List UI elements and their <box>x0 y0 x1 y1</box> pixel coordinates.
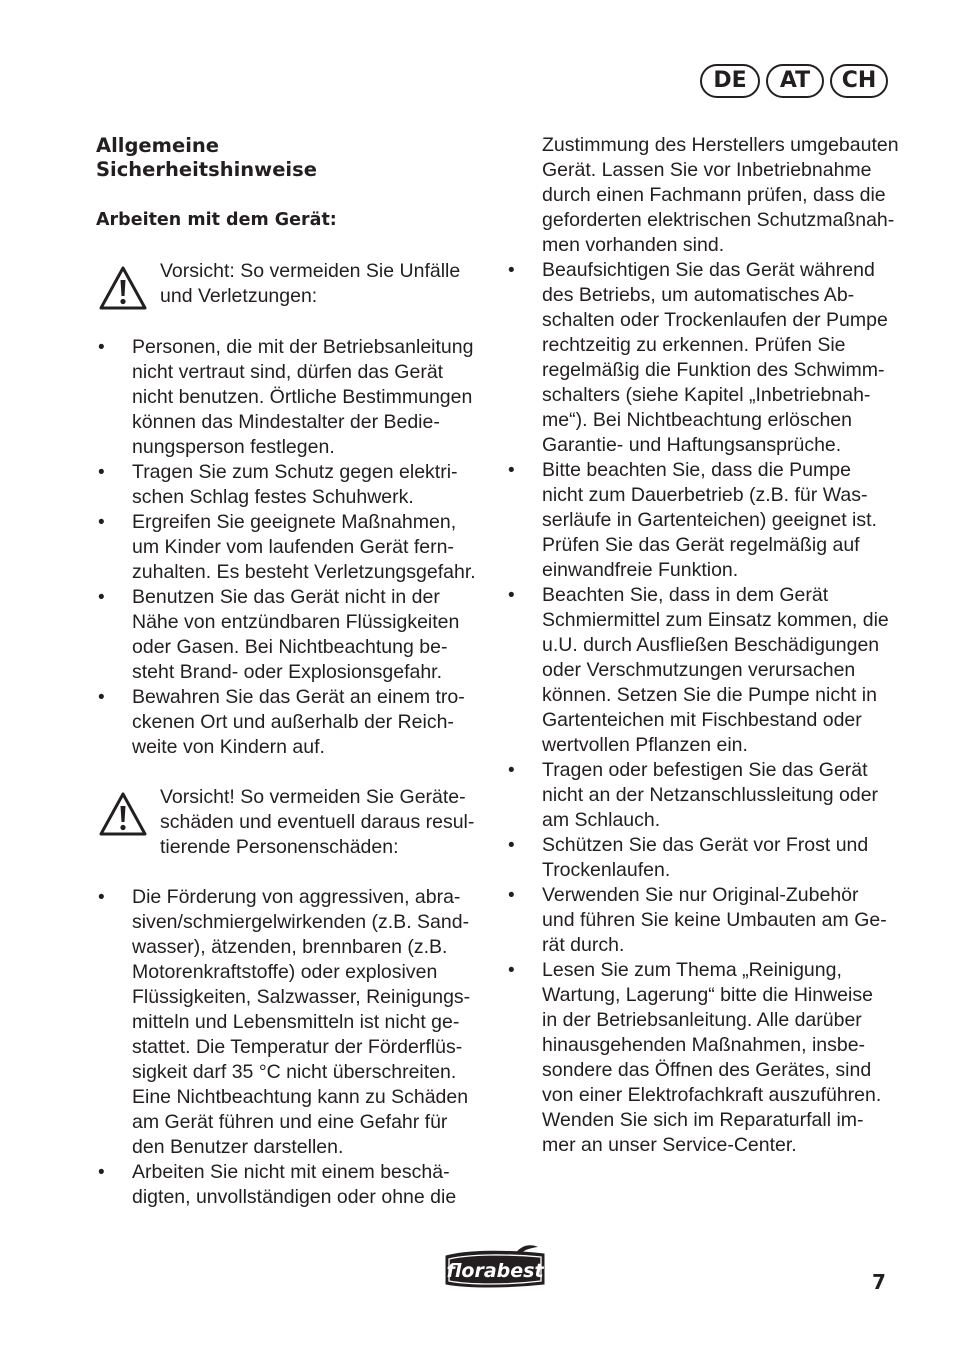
continued-paragraph-line: men vorhanden sind. <box>542 234 725 256</box>
list-item-line: Beachten Sie, dass in dem Gerät <box>542 584 829 606</box>
section-title-line-2: Sicherheitshinweise <box>96 158 317 181</box>
list-item-line: Schmiermittel zum Einsatz kommen, die <box>542 609 889 631</box>
list-item-line: zuhalten. Es besteht Verletzungsgefahr. <box>132 561 476 583</box>
warning-icon <box>98 791 148 837</box>
list-item-line: des Betriebs, um automatisches Ab- <box>542 284 855 306</box>
list-item-line: Verwenden Sie nur Original-Zubehör <box>542 884 859 906</box>
list-item-line: wasser), ätzenden, brennbaren (z.B. <box>132 936 448 958</box>
country-tag-ch: CH <box>830 64 888 98</box>
list-item-line: einwandfreie Funktion. <box>542 559 739 581</box>
list-item-line: steht Brand- oder Explosionsgefahr. <box>132 661 443 683</box>
list-item-line: können das Mindestalter der Bedie- <box>132 411 440 433</box>
country-tag-at: AT <box>766 64 824 98</box>
list-item-line: Wenden Sie sich im Reparaturfall im- <box>542 1109 864 1131</box>
list-item-line: mer an unser Service-Center. <box>542 1134 797 1156</box>
continued-paragraph-line: Gerät. Lassen Sie vor Inbetriebnahme <box>542 159 872 181</box>
warning-text-2 <box>160 785 490 860</box>
list-item-line: me“). Bei Nichtbeachtung erlöschen <box>542 409 852 431</box>
list-item-line: am Schlauch. <box>542 809 661 831</box>
section-title-line-1: Allgemeine <box>96 134 219 157</box>
list-item-line: mitteln und Lebensmitteln ist nicht ge- <box>132 1011 460 1033</box>
list-item-line: von einer Elektrofachkraft auszuführen. <box>542 1084 882 1106</box>
section-title <box>96 134 486 182</box>
list-item-line: hinausgehenden Maßnahmen, insbe- <box>542 1034 866 1056</box>
list-item <box>506 758 906 833</box>
list-item-line: sigkeit darf 35 °C nicht überschreiten. <box>132 1061 457 1083</box>
list-item-line: schen Schlag festes Schuhwerk. <box>132 486 414 508</box>
list-item <box>506 883 906 958</box>
list-item-line: serläufe in Gartenteichen) geeignet ist. <box>542 509 877 531</box>
list-item-line: Trockenlaufen. <box>542 859 671 881</box>
list-item-line: Benutzen Sie das Gerät nicht in der <box>132 586 440 608</box>
list-item <box>506 833 906 883</box>
list-item <box>506 458 906 583</box>
subheading: Arbeiten mit dem Gerät: <box>96 210 337 230</box>
list-item-line: schalten oder Trockenlaufen der Pumpe <box>542 309 888 331</box>
list-item <box>506 258 906 458</box>
list-item-line: Lesen Sie zum Thema „Reinigung, <box>542 959 842 981</box>
continued-paragraph-line: durch einen Fachmann prüfen, dass die <box>542 184 886 206</box>
list-item-line: Eine Nichtbeachtung kann zu Schäden <box>132 1086 469 1108</box>
list-item-line: Wartung, Lagerung“ bitte die Hinweise <box>542 984 873 1006</box>
list-item <box>96 885 486 1160</box>
list-item <box>96 335 486 460</box>
list-item-line: Gartenteichen mit Fischbestand oder <box>542 709 862 731</box>
list-item-line: Flüssigkeiten, Salzwasser, Reinigungs- <box>132 986 471 1008</box>
list-item-line: nicht benutzen. Örtliche Bestimmungen <box>132 386 473 408</box>
warning-1-line-2: und Verletzungen: <box>160 285 318 307</box>
list-item-line: nicht vertraut sind, dürfen das Gerät <box>132 361 444 383</box>
warning-text-1 <box>160 259 490 309</box>
country-tags <box>700 64 890 98</box>
list-item-line: Nähe von entzündbaren Flüssigkeiten <box>132 611 460 633</box>
list-item <box>96 685 486 760</box>
list-item-line: Ergreifen Sie geeignete Maßnahmen, <box>132 511 457 533</box>
list-item <box>96 510 486 585</box>
list-item <box>96 585 486 685</box>
list-item-line: den Benutzer darstellen. <box>132 1136 344 1158</box>
list-item-line: um Kinder vom laufenden Gerät fern- <box>132 536 454 558</box>
list-item-line: oder Verschmutzungen verursachen <box>542 659 856 681</box>
page-number: 7 <box>872 1270 886 1294</box>
list-item <box>506 583 906 758</box>
list-item-line: in der Betriebsanleitung. Alle darüber <box>542 1009 862 1031</box>
list-item-line: Prüfen Sie das Gerät regelmäßig auf <box>542 534 860 556</box>
continued-paragraph <box>542 133 912 258</box>
list-item-line: können. Setzen Sie die Pumpe nicht in <box>542 684 877 706</box>
list-item-line: Bewahren Sie das Gerät an einem tro- <box>132 686 465 708</box>
continued-paragraph-line: Zustimmung des Herstellers umgebauten <box>542 134 899 156</box>
country-tag-de: DE <box>700 64 760 98</box>
list-item-line: Arbeiten Sie nicht mit einem beschä- <box>132 1161 450 1183</box>
list-item <box>506 958 906 1158</box>
list-item-line: Schützen Sie das Gerät vor Frost und <box>542 834 869 856</box>
list-item-line: regelmäßig die Funktion des Schwimm- <box>542 359 885 381</box>
list-item-line: Motorenkraftstoffe) oder explosiven <box>132 961 438 983</box>
list-item-line: rät durch. <box>542 934 625 956</box>
list-item-line: digten, unvollständigen oder ohne die <box>132 1186 457 1208</box>
list-item-line: oder Gasen. Bei Nichtbeachtung be- <box>132 636 448 658</box>
list-item-line: am Gerät führen und eine Gefahr für <box>132 1111 448 1133</box>
warning-2-line-3: tierende Personenschäden: <box>160 836 399 858</box>
list-item-line: Die Förderung von aggressiven, abra- <box>132 886 461 908</box>
logo-text: florabest <box>446 1260 544 1282</box>
list-item-line: rechtzeitig zu erkennen. Prüfen Sie <box>542 334 846 356</box>
bullet-list-2 <box>96 885 486 1210</box>
list-item-line: wertvollen Pflanzen ein. <box>542 734 748 756</box>
list-item-line: Bitte beachten Sie, dass die Pumpe <box>542 459 851 481</box>
list-item-line: und führen Sie keine Umbauten am Ge- <box>542 909 887 931</box>
list-item-line: weite von Kindern auf. <box>132 736 325 758</box>
list-item-line: stattet. Die Temperatur der Förderflüs- <box>132 1036 463 1058</box>
list-item-line: Personen, die mit der Betriebsanleitung <box>132 336 474 358</box>
warning-icon <box>98 265 148 311</box>
warning-2-line-1: Vorsicht! So vermeiden Sie Geräte- <box>160 786 466 808</box>
list-item-line: Beaufsichtigen Sie das Gerät während <box>542 259 875 281</box>
list-item-line: nicht an der Netzanschlussleitung oder <box>542 784 879 806</box>
list-item-line: ckenen Ort und außerhalb der Reich- <box>132 711 454 733</box>
warning-2-line-2: schäden und eventuell daraus resul- <box>160 811 475 833</box>
list-item <box>96 1160 486 1210</box>
list-item-line: Tragen oder befestigen Sie das Gerät <box>542 759 868 781</box>
list-item-line: nicht zum Dauerbetrieb (z.B. für Was- <box>542 484 868 506</box>
list-item-line: nungsperson festlegen. <box>132 436 335 458</box>
list-item-line: siven/schmiergelwirkenden (z.B. Sand- <box>132 911 470 933</box>
bullet-list-3 <box>506 258 906 1158</box>
list-item-line: schalters (siehe Kapitel „Inbetriebnah- <box>542 384 871 406</box>
list-item <box>96 460 486 510</box>
bullet-list-1 <box>96 335 486 760</box>
list-item-line: Garantie- und Haftungsansprüche. <box>542 434 842 456</box>
list-item-line: Tragen Sie zum Schutz gegen elektri- <box>132 461 458 483</box>
warning-1-line-1: Vorsicht: So vermeiden Sie Unfälle <box>160 260 461 282</box>
list-item-line: u.U. durch Ausfließen Beschädigungen <box>542 634 880 656</box>
continued-paragraph-line: geforderten elektrischen Schutzmaßnah- <box>542 209 895 231</box>
list-item-line: sondere das Öffnen des Gerätes, sind <box>542 1059 872 1081</box>
florabest-logo <box>438 1244 552 1290</box>
